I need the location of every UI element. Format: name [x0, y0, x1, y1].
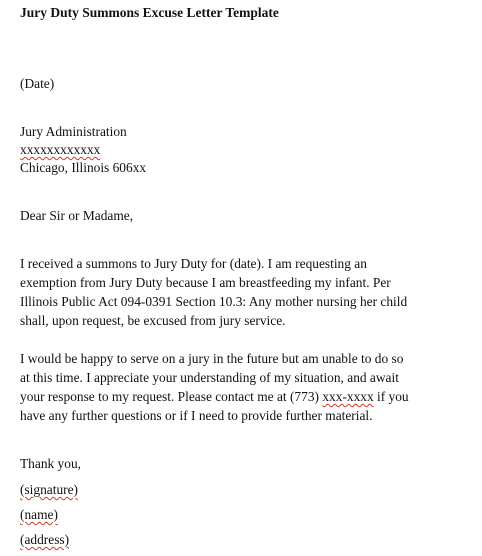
phone-placeholder: xxx-xxxx — [322, 389, 374, 404]
paragraph-1-line: exemption from Jury Duty because I am breastfeeding my infant. Per — [20, 275, 391, 290]
paragraph-1-line: I received a summons to Jury Duty for (date). I am requesting an — [20, 256, 367, 271]
phone-suffix: if you — [373, 389, 409, 404]
paragraph-1-line: Illinois Public Act 094-0391 Section 10.3: Any mother nursing her child — [20, 294, 408, 309]
paragraph-2-line-phone — [20, 387, 475, 406]
paragraph-2-line: I would be happy to serve on a jury in the future but am unable to do so — [20, 351, 404, 366]
signature-line — [20, 481, 78, 499]
address-placeholder: (address) — [20, 532, 70, 547]
recipient-line-3: Chicago, Illinois 606xx — [20, 160, 147, 175]
recipient-line-2 — [20, 141, 100, 159]
paragraph-2-line: have any further questions or if I need to provide further material. — [20, 408, 373, 423]
paragraph-2 — [20, 349, 475, 425]
recipient-placeholder: xxxxxxxxxxxx — [20, 142, 101, 157]
paragraph-2-line: at this time. I appreciate your understanding of my situation, and await — [20, 370, 399, 385]
signature-placeholder: (signature) — [20, 482, 79, 497]
phone-text: your response to my request. Please contact me at (773) — [20, 389, 323, 404]
paragraph-1 — [20, 254, 475, 330]
recipient-line-1: Jury Administration — [20, 124, 127, 139]
address-line — [20, 531, 69, 549]
closing: Thank you, — [20, 456, 81, 471]
name-placeholder: (name) — [20, 507, 58, 522]
document-title: Jury Duty Summons Excuse Letter Template — [20, 5, 279, 20]
paragraph-1-line: shall, upon request, be excused from jury service. — [20, 313, 286, 328]
salutation: Dear Sir or Madame, — [20, 208, 134, 223]
date-line: (Date) — [20, 76, 55, 91]
name-line — [20, 506, 58, 524]
